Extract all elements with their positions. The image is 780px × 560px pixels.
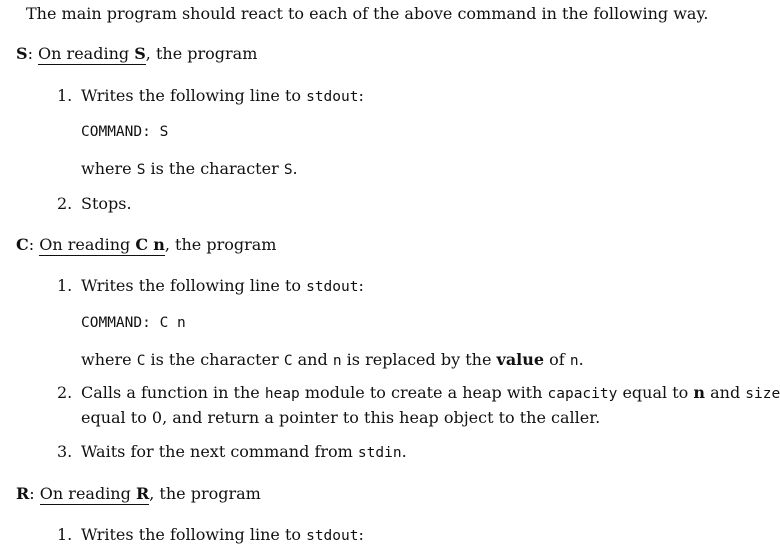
command-c-step-3: 3. Waits for the next command from stdin. <box>57 442 407 461</box>
command-c-where: where C is the character C and n is replaced by the value of n. <box>81 350 584 369</box>
command-s-where: where S is the character S. <box>81 159 298 178</box>
command-c-output: COMMAND: C n <box>81 315 186 331</box>
command-s-heading: S: On reading S, the program <box>16 44 258 63</box>
command-c-step-1: 1. Writes the following line to stdout: <box>57 276 364 295</box>
command-s-underline: On reading S <box>38 44 146 63</box>
command-s-letter: S <box>16 44 28 63</box>
command-c-heading: C: On reading C n, the program <box>16 235 277 254</box>
command-r-heading: R: On reading R, the program <box>16 484 261 503</box>
command-s-step-1: 1. Writes the following line to stdout: <box>57 86 364 105</box>
command-r-underline: On reading R <box>39 484 150 503</box>
command-r-step-1: 1. Writes the following line to stdout: <box>57 525 364 544</box>
command-c-letter: C <box>16 235 29 254</box>
command-c-underline: On reading C n <box>39 235 165 254</box>
command-c-step-2-continued: equal to 0, and return a pointer to this heap object to the caller. <box>81 408 601 427</box>
intro-paragraph: The main program should react to each of the above command in the following way. <box>26 4 709 23</box>
command-s-output: COMMAND: S <box>81 124 169 140</box>
command-r-letter: R <box>16 484 30 503</box>
command-s-step-2: 2. Stops. <box>57 194 132 213</box>
command-c-step-2: 2. Calls a function in the heap module to create a heap with capacity equal to n and size <box>57 383 780 402</box>
